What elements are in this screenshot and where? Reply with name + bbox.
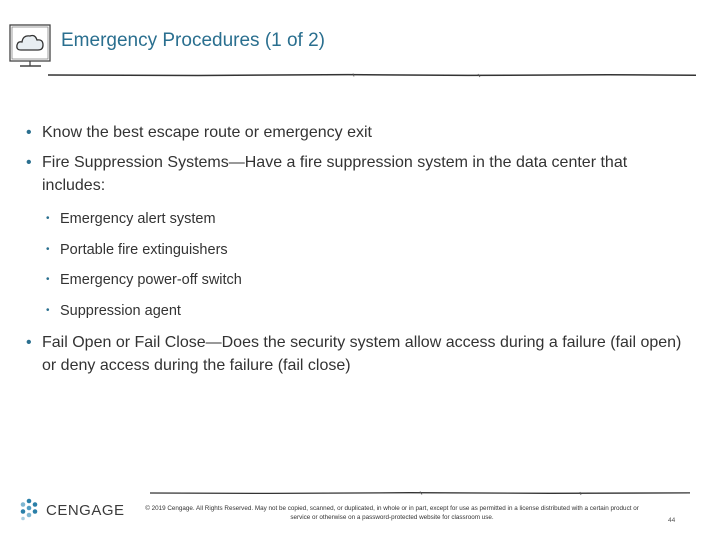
bullet-item xyxy=(26,331,691,377)
sub-bullet-text: Suppression agent xyxy=(60,302,181,319)
sub-bullet-item xyxy=(26,209,691,229)
copyright-notice: © 2019 Cengage. All Rights Reserved. May not be copied, scanned, or duplicated, in whole or in part, except for use as permitted in a license distributed with a certain product or service or otherwise on a password-protected website for classroom use. xyxy=(145,505,639,521)
cengage-logo xyxy=(17,496,145,524)
bullet-marker: • xyxy=(26,124,32,141)
bullet-text: Know the best escape route or emergency exit xyxy=(42,124,372,141)
bullet-text: Fire Suppression Systems—Have a fire suppression system in the data center that includes: xyxy=(42,154,628,194)
cloud-monitor-icon xyxy=(8,20,56,72)
cengage-wordmark: CENGAGE xyxy=(46,501,125,519)
sub-bullet-item xyxy=(26,301,691,321)
bullet-item xyxy=(26,151,691,197)
bullet-marker: • xyxy=(26,334,32,351)
sub-bullet-text: Emergency alert system xyxy=(60,211,216,227)
sub-bullet-list xyxy=(26,209,691,321)
sub-bullet-item xyxy=(26,270,691,290)
sub-bullet-marker: • xyxy=(46,274,50,285)
sub-bullet-text: Portable fire extinguishers xyxy=(60,241,228,258)
bullet-marker: • xyxy=(26,154,32,171)
footer-divider xyxy=(150,490,690,496)
bullet-text: Fail Open or Fail Close—Does the security system allow access during a failure (fail open) or deny access during the failure (fail close) xyxy=(42,334,682,374)
sub-bullet-marker: • xyxy=(46,304,50,316)
sub-bullet-item xyxy=(26,240,691,260)
sub-bullet-text: Emergency power-off switch xyxy=(60,272,242,288)
page-title: Emergency Procedures (1 of 2) xyxy=(61,30,326,51)
title-divider xyxy=(48,72,696,78)
sub-bullet-marker: • xyxy=(46,243,50,255)
bullet-item xyxy=(26,121,691,144)
page-number: 44 xyxy=(668,517,676,524)
sub-bullet-marker: • xyxy=(46,213,50,224)
slide-body xyxy=(26,121,691,384)
cengage-logo-icon xyxy=(17,497,41,523)
